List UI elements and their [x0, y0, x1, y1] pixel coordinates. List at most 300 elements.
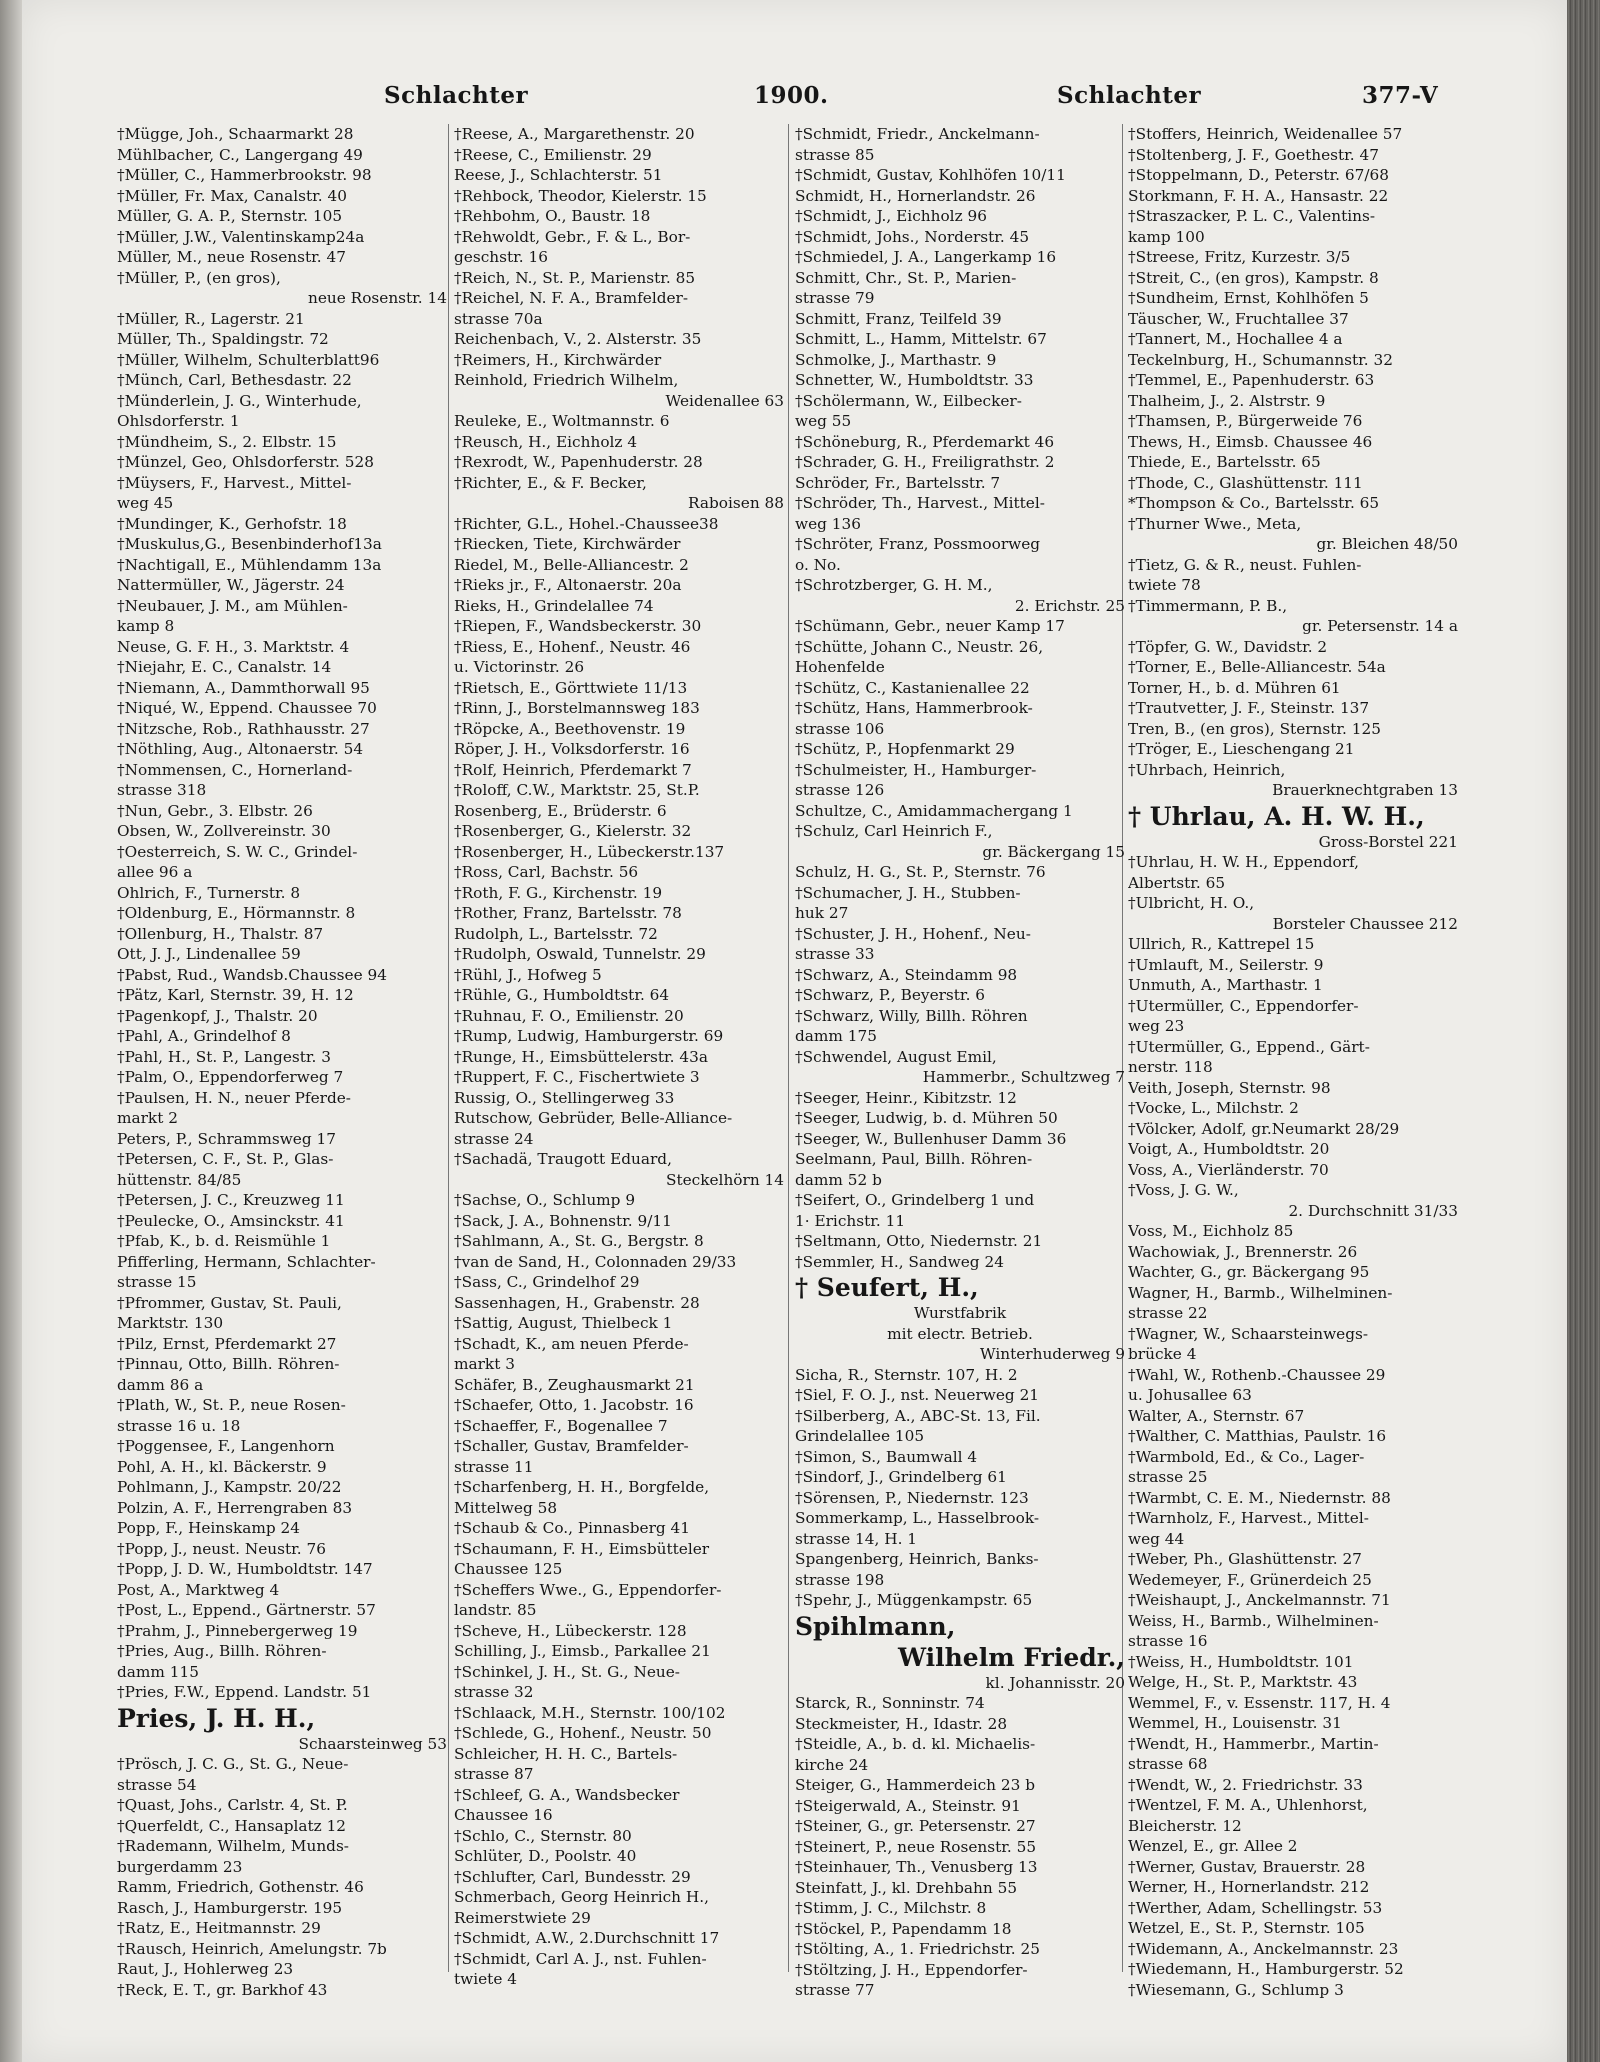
directory-column-4	[1128, 124, 1458, 2000]
directory-entry: Steckelhörn 14	[665, 1170, 784, 1189]
directory-entry: *Thompson & Co., Bartelsstr. 65	[1128, 494, 1380, 512]
directory-entry: †Silberberg, A., ABC-St. 13, Fil.	[795, 1406, 1041, 1425]
directory-entry: †Schwarz, A., Steindamm 98	[795, 965, 1018, 984]
directory-entry: mit electr. Betrieb.	[887, 1324, 1033, 1343]
directory-entry: †Schwarz, P., Beyerstr. 6	[795, 986, 986, 1004]
directory-entry: Rasch, J., Hamburgerstr. 195	[117, 1898, 343, 1917]
directory-entry: Pohl, A. H., kl. Bäckerstr. 9	[117, 1457, 327, 1476]
directory-entry: Grindelallee 105	[795, 1427, 925, 1445]
directory-entry: †Rühl, J., Hofweg 5	[454, 965, 602, 984]
directory-entry: †Pahl, H., St. P., Langestr. 3	[117, 1047, 331, 1066]
directory-entry: †Rausch, Heinrich, Amelungstr. 7b	[117, 1939, 387, 1958]
header-right: Schlachter	[1057, 82, 1202, 109]
directory-entry: †Münch, Carl, Bethesdastr. 22	[117, 371, 352, 389]
directory-entry: †Pries, Aug., Billh. Röhren-	[117, 1642, 327, 1660]
directory-entry: †Reusch, H., Eichholz 4	[454, 432, 638, 451]
directory-entry: † Uhrlau, A. H. W. H.,	[1128, 801, 1425, 831]
directory-entry: †Umlauft, M., Seilerstr. 9	[1128, 955, 1324, 974]
directory-entry: Wetzel, E., St. P., Sternstr. 105	[1128, 1919, 1365, 1937]
page-number: 377-V	[1362, 82, 1439, 109]
directory-entry: Storkmann, F. H. A., Hansastr. 22	[1128, 186, 1389, 205]
directory-entry: †Rudolph, Oswald, Tunnelstr. 29	[454, 945, 706, 963]
directory-entry: †Seeger, W., Bullenhuser Damm 36	[795, 1129, 1067, 1148]
directory-entry: Torner, H., b. d. Mühren 61	[1128, 678, 1341, 697]
directory-entry: Schmitt, Franz, Teilfeld 39	[795, 309, 1002, 328]
directory-entry: Schulz, H. G., St. P., Sternstr. 76	[795, 863, 1046, 881]
directory-entry: †Walther, C. Matthias, Paulstr. 16	[1128, 1427, 1387, 1445]
directory-entry: Teckelnburg, H., Schumannstr. 32	[1128, 350, 1393, 369]
directory-entry: Thiede, E., Bartelsstr. 65	[1128, 453, 1321, 471]
directory-entry: †Rolf, Heinrich, Pferdemarkt 7	[454, 760, 692, 779]
directory-entry: †Rühle, G., Humboldtstr. 64	[454, 986, 670, 1004]
directory-entry: †Müysers, F., Harvest., Mittel-	[117, 473, 352, 492]
directory-entry: †Querfeldt, C., Hansaplatz 12	[117, 1816, 347, 1835]
directory-entry: †Stölting, A., 1. Friedrichstr. 25	[795, 1940, 1040, 1958]
directory-entry: strasse 25	[1128, 1468, 1208, 1486]
directory-entry: †Niqué, W., Eppend. Chaussee 70	[117, 699, 377, 717]
directory-entry: twiete 4	[454, 1970, 517, 1988]
directory-entry: †Runge, H., Eimsbüttelerstr. 43a	[454, 1047, 708, 1066]
column-rule	[448, 124, 449, 1972]
directory-entry: twiete 78	[1128, 576, 1201, 594]
directory-entry: strasse 79	[795, 289, 875, 307]
directory-entry: †Paulsen, H. N., neuer Pferde-	[117, 1088, 351, 1107]
directory-entry: Müller, G. A. P., Sternstr. 105	[117, 207, 343, 225]
directory-entry: †Prösch, J. C. G., St. G., Neue-	[117, 1755, 349, 1773]
directory-entry: Sassenhagen, H., Grabenstr. 28	[454, 1293, 700, 1312]
directory-entry: †Steidle, A., b. d. kl. Michaelis-	[795, 1735, 1036, 1753]
directory-entry: Steiger, G., Hammerdeich 23 b	[795, 1776, 1036, 1794]
directory-entry: Sicha, R., Sternstr. 107, H. 2	[795, 1365, 1018, 1384]
directory-entry: †Schmidt, Johs., Norderstr. 45	[795, 227, 1030, 246]
directory-entry: Sommerkamp, L., Hasselbrook-	[795, 1509, 1040, 1527]
directory-entry: † Seufert, H.,	[795, 1273, 979, 1302]
directory-entry: †Nommensen, C., Hornerland-	[117, 760, 353, 779]
directory-entry: Schmerbach, Georg Heinrich H.,	[454, 1888, 709, 1906]
directory-entry: †Palm, O., Eppendorferweg 7	[117, 1068, 344, 1086]
directory-entry: †Peulecke, O., Amsinckstr. 41	[117, 1211, 345, 1230]
directory-entry: Wemmel, H., Louisenstr. 31	[1128, 1714, 1342, 1732]
directory-entry: Schilling, J., Eimsb., Parkallee 21	[454, 1642, 711, 1660]
column-rule	[788, 124, 789, 1972]
directory-entry: Müller, M., neue Rosenstr. 47	[117, 248, 346, 266]
directory-entry: †Stoffers, Heinrich, Weidenallee 57	[1128, 125, 1403, 143]
directory-entry: Welge, H., St. P., Marktstr. 43	[1128, 1673, 1358, 1691]
directory-entry: kamp 8	[117, 617, 175, 635]
directory-entry: †Tannert, M., Hochallee 4 a	[1128, 330, 1343, 348]
directory-entry: †Straszacker, P. L. C., Valentins-	[1128, 207, 1375, 225]
directory-entry: gr. Bleichen 48/50	[1316, 535, 1458, 553]
directory-entry: †Uhrlau, H. W. H., Eppendorf,	[1128, 853, 1360, 871]
directory-entry: strasse 198	[795, 1570, 885, 1589]
directory-entry: Weidenallee 63	[665, 391, 784, 410]
directory-entry: †Ulbricht, H. O.,	[1128, 894, 1255, 912]
directory-entry: Neuse, G. F. H., 3. Marktstr. 4	[117, 637, 350, 656]
directory-entry: †Popp, J., neust. Neustr. 76	[117, 1539, 326, 1558]
directory-entry: Pohlmann, J., Kampstr. 20/22	[117, 1478, 342, 1496]
directory-entry: †Richter, E., & F. Becker,	[454, 473, 647, 492]
directory-entry: Weiss, H., Barmb., Wilhelminen-	[1128, 1611, 1379, 1630]
directory-entry: strasse 318	[117, 781, 207, 799]
directory-entry: Müller, Th., Spaldingstr. 72	[117, 330, 329, 348]
directory-entry: †Schulz, Carl Heinrich F.,	[795, 822, 993, 840]
directory-entry: strasse 33	[795, 945, 875, 963]
directory-entry: Bleicherstr. 12	[1128, 1816, 1242, 1835]
directory-entry: Seelmann, Paul, Billh. Röhren-	[795, 1150, 1033, 1168]
directory-entry: Pries, J. H. H.,	[117, 1703, 316, 1733]
directory-entry: †Petersen, J. C., Kreuzweg 11	[117, 1191, 345, 1209]
directory-entry: †Schlufter, Carl, Bundesstr. 29	[454, 1867, 691, 1886]
directory-entry: †Pagenkopf, J., Thalstr. 20	[117, 1006, 318, 1025]
directory-entry: Schröder, Fr., Bartelsstr. 7	[795, 473, 1001, 492]
directory-entry: Voss, M., Eichholz 85	[1128, 1222, 1294, 1240]
directory-entry: Reimerstwiete 29	[454, 1908, 591, 1927]
directory-entry: †Schulmeister, H., Hamburger-	[795, 760, 1037, 779]
directory-entry: Post, A., Marktweg 4	[117, 1580, 280, 1599]
directory-entry: †Schumacher, J. H., Stubben-	[795, 883, 1021, 902]
directory-entry: †Thurner Wwe., Meta,	[1128, 514, 1302, 533]
directory-entry: strasse 68	[1128, 1755, 1208, 1773]
directory-entry: Schlüter, D., Poolstr. 40	[454, 1847, 637, 1865]
directory-entry: †Wahl, W., Rothenb.-Chaussee 29	[1128, 1365, 1386, 1384]
directory-entry: Veith, Joseph, Sternstr. 98	[1128, 1078, 1331, 1097]
directory-entry: †Popp, J. D. W., Humboldtstr. 147	[117, 1560, 373, 1578]
directory-entry: Albertstr. 65	[1128, 873, 1226, 892]
directory-entry: strasse 16	[1128, 1632, 1208, 1650]
directory-entry: †Sahlmann, A., St. G., Bergstr. 8	[454, 1232, 704, 1250]
directory-entry: †Sundheim, Ernst, Kohlhöfen 5	[1128, 289, 1369, 307]
directory-entry: †Schwendel, August Emil,	[795, 1047, 997, 1066]
directory-entry: †Utermüller, C., Eppendorfer-	[1128, 996, 1359, 1015]
directory-entry: kamp 100	[1128, 227, 1205, 246]
directory-entry: †Werner, Gustav, Brauerstr. 28	[1128, 1857, 1366, 1876]
directory-entry: Wachter, G., gr. Bäckergang 95	[1128, 1263, 1370, 1281]
directory-entry: Raut, J., Hohlerweg 23	[117, 1960, 294, 1978]
directory-entry: †Stoltenberg, J. F., Goethestr. 47	[1128, 145, 1379, 164]
directory-entry: Riedel, M., Belle-Alliancestr. 2	[454, 555, 689, 574]
directory-entry: †Scharfenberg, H. H., Borgfelde,	[454, 1478, 710, 1496]
directory-entry: †Weiss, H., Humboldtstr. 101	[1128, 1652, 1354, 1671]
directory-entry: Rudolph, L., Bartelsstr. 72	[454, 924, 658, 943]
directory-entry: Ohlsdorferstr. 1	[117, 412, 240, 430]
directory-entry: Pfifferling, Hermann, Schlachter-	[117, 1252, 376, 1271]
directory-entry: †Ross, Carl, Bachstr. 56	[454, 863, 639, 881]
directory-entry: weg 23	[1128, 1017, 1185, 1035]
directory-entry: gr. Bäckergang 15	[982, 842, 1125, 861]
directory-entry: †Tietz, G. & R., neust. Fuhlen-	[1128, 555, 1362, 574]
directory-entry: †Schleef, G. A., Wandsbecker	[454, 1785, 680, 1804]
directory-entry: weg 55	[795, 412, 852, 430]
directory-entry: †Schütz, P., Hopfenmarkt 29	[795, 740, 1015, 758]
directory-entry: †Stöltzing, J. H., Eppendorfer-	[795, 1960, 1028, 1979]
directory-entry: †Seeger, Ludwig, b. d. Mühren 50	[795, 1109, 1058, 1127]
directory-entry: †Schlaack, M.H., Sternstr. 100/102	[454, 1703, 726, 1722]
directory-entry: Reinhold, Friedrich Wilhelm,	[454, 371, 679, 389]
directory-entry: Obsen, W., Zollvereinstr. 30	[117, 822, 331, 840]
directory-entry: †Rump, Ludwig, Hamburgerstr. 69	[454, 1027, 724, 1045]
directory-entry: †Schümann, Gebr., neuer Kamp 17	[795, 617, 1065, 635]
directory-entry: †Schaefer, Otto, 1. Jacobstr. 16	[454, 1396, 694, 1414]
directory-entry: †Plath, W., St. P., neue Rosen-	[117, 1396, 346, 1414]
directory-entry: †Riepen, F., Wandsbeckerstr. 30	[454, 617, 702, 635]
directory-entry: †Pfrommer, Gustav, St. Pauli,	[117, 1293, 342, 1312]
directory-entry: Walter, A., Sternstr. 67	[1128, 1406, 1305, 1425]
directory-entry: Wurstfabrik	[913, 1304, 1007, 1322]
directory-entry: †Rexrodt, W., Papenhuderstr. 28	[454, 453, 703, 471]
directory-entry: strasse 16 u. 18	[117, 1416, 241, 1435]
directory-entry: Steckmeister, H., Idastr. 28	[795, 1714, 1008, 1733]
directory-entry: †Spehr, J., Müggenkampstr. 65	[795, 1591, 1033, 1609]
directory-entry: †Reichel, N. F. A., Bramfelder-	[454, 289, 689, 307]
directory-entry: strasse 77	[795, 1981, 875, 1999]
directory-entry: o. No.	[795, 555, 841, 574]
directory-entry: †Schütz, C., Kastanienallee 22	[795, 678, 1030, 697]
directory-entry: †Seltmann, Otto, Niedernstr. 21	[795, 1232, 1043, 1250]
directory-entry: Borsteler Chaussee 212	[1272, 914, 1458, 933]
directory-entry: †Trautvetter, J. F., Steinstr. 137	[1128, 699, 1370, 717]
directory-entry: †Schuster, J. H., Hohenf., Neu-	[795, 924, 1031, 943]
directory-entry: †Müller, Fr. Max, Canalstr. 40	[117, 186, 347, 205]
directory-entry: †Schrader, G. H., Freiligrathstr. 2	[795, 453, 1055, 471]
directory-entry: †Schwarz, Willy, Billh. Röhren	[795, 1006, 1028, 1025]
directory-entry: †Schmidt, Gustav, Kohlhöfen 10/11	[795, 166, 1066, 184]
directory-entry: †Streit, C., (en gros), Kampstr. 8	[1128, 268, 1379, 287]
directory-entry: nerstr. 118	[1128, 1058, 1213, 1076]
directory-entry: †van de Sand, H., Colonnaden 29/33	[454, 1252, 737, 1271]
directory-entry: †Petersen, C. F., St. P., Glas-	[117, 1150, 334, 1168]
directory-entry: †Reimers, H., Kirchwärder	[454, 350, 662, 369]
directory-entry: hüttenstr. 84/85	[117, 1170, 242, 1189]
directory-entry: †Stimm, J. C., Milchstr. 8	[795, 1899, 987, 1917]
directory-entry: †Mundinger, K., Gerhofstr. 18	[117, 514, 347, 533]
directory-entry: †Ratz, E., Heitmannstr. 29	[117, 1919, 321, 1937]
directory-entry: strasse 106	[795, 719, 885, 738]
directory-entry: †Pries, F.W., Eppend. Landstr. 51	[117, 1683, 372, 1701]
directory-entry: †Timmermann, P. B.,	[1128, 596, 1288, 615]
directory-entry: strasse 15	[117, 1273, 197, 1291]
directory-entry: †Torner, E., Belle-Alliancestr. 54a	[1128, 658, 1386, 676]
directory-entry: †Schröder, Th., Harvest., Mittel-	[795, 494, 1045, 512]
book-binding	[0, 0, 22, 2062]
directory-entry: †Stoppelmann, D., Peterstr. 67/68	[1128, 166, 1389, 184]
directory-entry: Russig, O., Stellingerweg 33	[454, 1088, 675, 1107]
page-header	[22, 82, 1567, 112]
directory-entry: Spihlmann,	[795, 1611, 956, 1641]
directory-entry: †Schütz, Hans, Hammerbrook-	[795, 699, 1033, 717]
directory-entry: †Muskulus,G., Besenbinderhof13a	[117, 535, 382, 553]
directory-entry: †Schadt, K., am neuen Pferde-	[454, 1334, 689, 1353]
directory-entry: Mittelweg 58	[454, 1498, 558, 1517]
directory-entry: †Steigerwald, A., Steinstr. 91	[795, 1796, 1021, 1815]
page-edge-stack	[1567, 0, 1600, 2062]
directory-entry: brücke 4	[1128, 1345, 1197, 1363]
directory-entry: Reichenbach, V., 2. Alsterstr. 35	[454, 330, 702, 348]
directory-entry: †Warnholz, F., Harvest., Mittel-	[1128, 1509, 1369, 1527]
directory-entry: †Schmidt, A.W., 2.Durchschnitt 17	[454, 1929, 720, 1947]
directory-entry: †Quast, Johs., Carlstr. 4, St. P.	[117, 1796, 348, 1814]
directory-entry: †Wagner, W., Schaarsteinwegs-	[1128, 1324, 1369, 1343]
directory-entry: Reese, J., Schlachterstr. 51	[454, 166, 663, 184]
directory-entry: †Sattig, August, Thielbeck 1	[454, 1314, 673, 1332]
directory-entry: †Sachadä, Traugott Eduard,	[454, 1150, 672, 1168]
directory-entry: †Post, L., Eppend., Gärtnerstr. 57	[117, 1601, 376, 1619]
directory-entry: Tren, B., (en gros), Sternstr. 125	[1128, 719, 1381, 738]
directory-entry: †Scheve, H., Lübeckerstr. 128	[454, 1621, 687, 1640]
header-left: Schlachter	[384, 82, 529, 109]
directory-entry: †Temmel, E., Papenhuderstr. 63	[1128, 371, 1375, 389]
directory-entry: u. Johusallee 63	[1128, 1386, 1252, 1404]
directory-entry: †Schaller, Gustav, Bramfelder-	[454, 1437, 689, 1455]
directory-entry: †Steiner, G., gr. Petersenstr. 27	[795, 1817, 1036, 1835]
header-year: 1900.	[754, 82, 829, 109]
directory-entry: †Sörensen, P., Niedernstr. 123	[795, 1488, 1029, 1507]
directory-entry: Schaarsteinweg 53	[298, 1734, 447, 1753]
directory-entry: †Pätz, Karl, Sternstr. 39, H. 12	[117, 986, 354, 1004]
directory-entry: †Rieks jr., F., Altonaerstr. 20a	[454, 576, 682, 594]
directory-entry: Schultze, C., Amidammachergang 1	[795, 801, 1073, 820]
directory-entry: †Schröter, Franz, Possmoorweg	[795, 535, 1041, 553]
directory-entry: Schnetter, W., Humboldtstr. 33	[795, 371, 1034, 389]
directory-entry: †Scheffers Wwe., G., Eppendorfer-	[454, 1580, 722, 1599]
directory-entry: †Röpcke, A., Beethovenstr. 19	[454, 719, 686, 738]
directory-entry: Winterhuderweg 9	[979, 1345, 1125, 1363]
directory-entry: Starck, R., Sonninstr. 74	[795, 1694, 985, 1712]
directory-entry: Chaussee 16	[454, 1806, 553, 1824]
directory-entry: gr. Petersenstr. 14 a	[1302, 617, 1458, 635]
directory-entry: †Mügge, Joh., Schaarmarkt 28	[117, 125, 354, 143]
directory-entry: †Nitzsche, Rob., Rathhausstr. 27	[117, 719, 370, 738]
directory-entry: Rutschow, Gebrüder, Belle-Alliance-	[454, 1109, 733, 1127]
directory-entry: †Siel, F. O. J., nst. Neuerweg 21	[795, 1386, 1040, 1404]
directory-entry: Ott, J. J., Lindenallee 59	[117, 945, 301, 963]
directory-entry: Ramm, Friedrich, Gothenstr. 46	[117, 1878, 364, 1896]
directory-entry: Schmitt, L., Hamm, Mittelstr. 67	[795, 330, 1047, 348]
directory-entry: †Weishaupt, J., Anckelmannstr. 71	[1128, 1591, 1391, 1609]
directory-entry: †Prahm, J., Pinnebergerweg 19	[117, 1621, 358, 1640]
directory-entry: †Rademann, Wilhelm, Munds-	[117, 1837, 349, 1855]
directory-entry: †Schmidt, Friedr., Anckelmann-	[795, 125, 1040, 143]
directory-entry: 2. Durchschnitt 31/33	[1288, 1201, 1458, 1220]
directory-entry: †Schlede, G., Hohenf., Neustr. 50	[454, 1724, 712, 1742]
directory-entry: †Rosenberger, G., Kielerstr. 32	[454, 822, 692, 840]
directory-entry: †Uhrbach, Heinrich,	[1128, 760, 1286, 779]
directory-entry: damm 52 b	[795, 1170, 882, 1189]
directory-entry: †Reck, E. T., gr. Barkhof 43	[117, 1980, 328, 1999]
directory-entry: †Schmiedel, J. A., Langerkamp 16	[795, 248, 1057, 266]
directory-entry: Thews, H., Eimsb. Chaussee 46	[1128, 432, 1373, 451]
directory-entry: Wedemeyer, F., Grünerdeich 25	[1128, 1570, 1372, 1589]
directory-entry: Schmitt, Chr., St. P., Marien-	[795, 268, 1017, 287]
directory-entry: kl. Johannisstr. 20	[985, 1673, 1125, 1692]
directory-entry: †Voss, J. G. W.,	[1128, 1181, 1239, 1199]
directory-entry: Raboisen 88	[688, 494, 784, 512]
directory-entry: †Wendt, H., Hammerbr., Martin-	[1128, 1734, 1379, 1753]
directory-entry: †Steinhauer, Th., Venusberg 13	[795, 1858, 1038, 1876]
directory-entry: †Werther, Adam, Schellingstr. 53	[1128, 1898, 1383, 1917]
directory-entry: †Völcker, Adolf, gr.Neumarkt 28/29	[1128, 1119, 1400, 1138]
directory-entry: strasse 54	[117, 1775, 197, 1794]
directory-entry: Reuleke, E., Woltmannstr. 6	[454, 412, 670, 430]
directory-entry: strasse 32	[454, 1683, 534, 1701]
directory-entry: †Roloff, C.W., Marktstr. 25, St.P.	[454, 781, 700, 799]
directory-entry: geschstr. 16	[454, 248, 548, 266]
directory-entry: †Münderlein, J. G., Winterhude,	[117, 391, 362, 410]
directory-entry: †Mündheim, S., 2. Elbstr. 15	[117, 432, 337, 451]
directory-entry: strasse 24	[454, 1129, 534, 1148]
directory-entry: †Nachtigall, E., Mühlendamm 13a	[117, 555, 382, 574]
directory-entry: †Oldenburg, E., Hörmannstr. 8	[117, 904, 356, 922]
directory-entry: †Wiesemann, G., Schlump 3	[1128, 1980, 1344, 1999]
directory-entry: Nattermüller, W., Jägerstr. 24	[117, 576, 345, 594]
directory-entry: †Vocke, L., Milchstr. 2	[1128, 1099, 1299, 1117]
directory-entry: †Warmbt, C. E. M., Niedernstr. 88	[1128, 1488, 1391, 1507]
directory-entry: Röper, J. H., Volksdorferstr. 16	[454, 740, 690, 758]
directory-entry: allee 96 a	[117, 863, 193, 881]
directory-entry: Popp, F., Heinskamp 24	[117, 1519, 301, 1537]
directory-entry: †Schaumann, F. H., Eimsbütteler	[454, 1539, 710, 1558]
directory-entry: †Nun, Gebr., 3. Elbstr. 26	[117, 801, 313, 820]
directory-entry: †Müller, C., Hammerbrookstr. 98	[117, 166, 372, 184]
directory-entry: Brauerknechtgraben 13	[1272, 781, 1458, 799]
directory-entry: weg 44	[1128, 1529, 1185, 1548]
directory-entry: †Reich, N., St. P., Marienstr. 85	[454, 268, 696, 287]
directory-entry: †Niemann, A., Dammthorwall 95	[117, 678, 370, 697]
directory-entry: strasse 14, H. 1	[795, 1529, 918, 1548]
directory-entry: †Seeger, Heinr., Kibitzstr. 12	[795, 1088, 1017, 1107]
directory-entry: strasse 87	[454, 1765, 534, 1783]
directory-entry: huk 27	[795, 904, 849, 922]
directory-entry: kirche 24	[795, 1755, 869, 1774]
directory-entry: Marktstr. 130	[117, 1314, 224, 1332]
directory-entry: Schmidt, H., Hornerlandstr. 26	[795, 186, 1036, 205]
directory-entry: †Widemann, A., Anckelmannstr. 23	[1128, 1939, 1399, 1958]
directory-entry: †Niejahr, E. C., Canalstr. 14	[117, 658, 332, 676]
directory-entry: Peters, P., Schrammsweg 17	[117, 1129, 336, 1148]
directory-entry: †Schmidt, J., Eichholz 96	[795, 207, 987, 225]
directory-entry: †Schmidt, Carl A. J., nst. Fuhlen-	[454, 1949, 707, 1968]
directory-entry: †Richter, G.L., Hohel.-Chaussee38	[454, 514, 719, 533]
directory-entry: †Müller, P., (en gros),	[117, 268, 281, 287]
directory-entry: †Nöthling, Aug., Altonaerstr. 54	[117, 740, 364, 758]
directory-entry: 2. Erichstr. 25	[1014, 596, 1125, 615]
directory-entry: Ohlrich, F., Turnerstr. 8	[117, 883, 301, 902]
directory-entry: Rosenberg, E., Brüderstr. 6	[454, 801, 667, 820]
directory-entry: †Töpfer, G. W., Davidstr. 2	[1128, 637, 1328, 656]
directory-entry: strasse 126	[795, 781, 885, 799]
directory-entry: strasse 85	[795, 145, 875, 164]
directory-entry: †Schaeffer, F., Bogenallee 7	[454, 1416, 668, 1435]
directory-entry: †Rinn, J., Borstelmannsweg 183	[454, 699, 700, 717]
directory-entry: †Steinert, P., neue Rosenstr. 55	[795, 1837, 1037, 1856]
directory-entry: †Simon, S., Baumwall 4	[795, 1447, 978, 1466]
directory-entry: Wagner, H., Barmb., Wilhelminen-	[1128, 1283, 1393, 1302]
directory-entry: neue Rosenstr. 14	[308, 289, 447, 307]
directory-entry: weg 45	[117, 494, 174, 512]
directory-entry: Schleicher, H. H. C., Bartels-	[454, 1744, 678, 1763]
directory-entry: †Stöckel, P., Papendamm 18	[795, 1919, 1012, 1938]
directory-entry: 1· Erichstr. 11	[795, 1211, 906, 1230]
directory-entry: †Schinkel, J. H., St. G., Neue-	[454, 1662, 680, 1681]
directory-entry: Gross-Borstel 221	[1318, 832, 1458, 851]
directory-entry: Steinfatt, J., kl. Drehbahn 55	[795, 1878, 1018, 1897]
directory-entry: damm 115	[117, 1662, 199, 1681]
directory-entry: †Sack, J. A., Bohnenstr. 9/11	[454, 1211, 672, 1230]
directory-entry: Ullrich, R., Kattrepel 15	[1128, 935, 1315, 953]
directory-entry: †Utermüller, G., Eppend., Gärt-	[1128, 1037, 1370, 1056]
directory-entry: Schäfer, B., Zeughausmarkt 21	[454, 1375, 695, 1394]
directory-entry: Hohenfelde	[795, 658, 885, 676]
directory-entry: †Schrotzberger, G. H. M.,	[795, 576, 993, 594]
